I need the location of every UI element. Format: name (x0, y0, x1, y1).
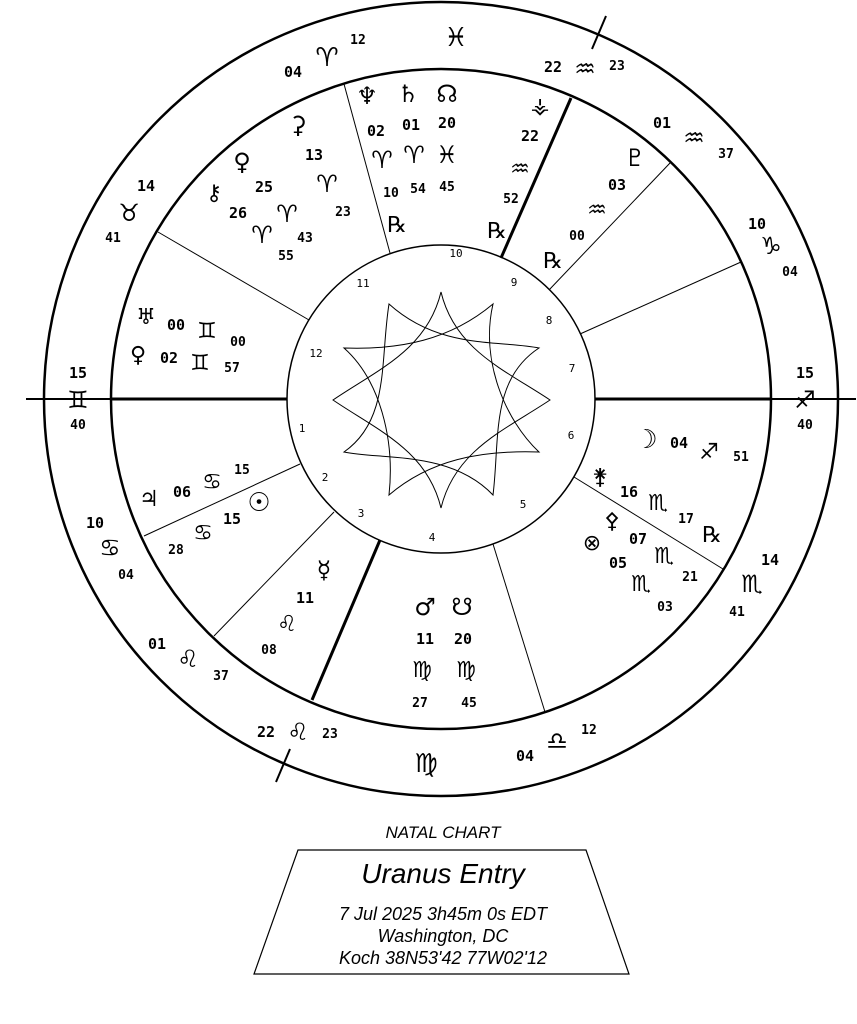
house-number-8: 8 (545, 314, 553, 327)
jupiter-sign-icon: ♋ (202, 470, 222, 495)
leo-icon: ♌ (287, 718, 309, 746)
aquarius-cusp-deg: 22 (543, 58, 563, 76)
fortune-deg: 05 (608, 554, 628, 572)
ceres-deg: 13 (304, 146, 324, 164)
house-number-3: 3 (357, 507, 365, 520)
vesta-deg: 22 (520, 127, 540, 145)
gemini-icon: ♊ (67, 386, 89, 414)
moon-sign-icon: ♐ (699, 440, 719, 465)
aquarius2-icon: ♒ (683, 124, 705, 152)
mars-min: 27 (412, 696, 428, 711)
juno-deg: 16 (619, 483, 639, 501)
cusp-line-4-5 (493, 544, 545, 712)
juno-min: 17 (678, 512, 694, 527)
mars-icon: ♂ (414, 593, 436, 621)
saturn-icon: ♄ (397, 80, 419, 108)
chiron-icon: ⚷ (205, 181, 223, 206)
mercury-min: 08 (261, 643, 277, 658)
sagittarius-cusp-min: 40 (797, 418, 813, 433)
node-icon: ☊ (436, 80, 458, 108)
south-node-min: 45 (461, 696, 477, 711)
house-number-6: 6 (567, 429, 575, 442)
outer-ring-labels (67, 23, 816, 779)
pluto-retrograde-icon: ℞ (543, 249, 563, 274)
ceres-min: 23 (335, 205, 351, 220)
moon-deg: 04 (669, 434, 689, 452)
chiron-min: 55 (278, 249, 294, 264)
chiron-sign-icon: ♈ (251, 221, 273, 249)
uranus-deg: 00 (166, 316, 186, 334)
libra-icon: ♎ (546, 727, 568, 755)
part-of-fortune-icon: ⊗ (582, 531, 602, 556)
cancer-icon: ♋ (99, 534, 121, 562)
venus-min: 43 (297, 231, 313, 246)
jupiter-icon: ♃ (139, 487, 159, 512)
leo2-icon: ♌ (177, 645, 199, 673)
fortune-min: 03 (657, 600, 673, 615)
fortune-sign-icon: ♏ (631, 572, 651, 597)
neptune-min: 10 (383, 186, 399, 201)
ceres-icon: ⚳ (289, 111, 307, 139)
neptune-deg: 02 (366, 122, 386, 140)
gemini-cusp-min: 40 (70, 418, 86, 433)
uranus-icon: ♅ (136, 305, 156, 330)
venus-deg: 25 (254, 178, 274, 196)
pallas-deg: 07 (628, 530, 648, 548)
aries-icon: ♈ (315, 43, 339, 73)
planet-labels (130, 80, 749, 711)
vesta-sign-icon: ♒ (510, 157, 530, 182)
cancer-cusp-min: 04 (118, 568, 134, 583)
mercury-deg: 11 (295, 589, 315, 607)
vesta-min: 52 (503, 192, 519, 207)
pluto-sign-icon: ♒ (587, 198, 607, 223)
cusp-line-7-8 (580, 262, 741, 334)
chart-house-system: Koch 38N53'42 77W02'12 (338, 948, 548, 968)
south-node-sign-icon: ♍ (456, 658, 476, 683)
venus2-deg: 02 (159, 349, 179, 367)
chiron-deg: 26 (228, 204, 248, 222)
node-sign-icon: ♓ (436, 141, 458, 169)
gemini-cusp-deg: 15 (68, 364, 88, 382)
cusp-line-11-12 (158, 232, 309, 320)
jupiter-min: 15 (234, 463, 250, 478)
libra-cusp-min: 12 (581, 723, 597, 738)
neptune-retrograde-icon: ℞ (387, 213, 407, 238)
mars-sign-icon: ♍ (412, 658, 432, 683)
juno-sign-icon: ♏ (648, 491, 668, 516)
venus2-icon: ♀ (129, 343, 147, 368)
scorpio-cusp-deg: 14 (760, 551, 780, 569)
house-number-10: 10 (449, 247, 463, 260)
house-number-11: 11 (356, 277, 370, 290)
taurus-cusp-deg: 14 (136, 177, 156, 195)
aquarius2-cusp-min: 37 (718, 147, 734, 162)
mercury-icon: ☿ (316, 556, 332, 584)
house-number-12: 12 (309, 347, 323, 360)
leo2-cusp-min: 37 (213, 669, 229, 684)
chart-date: 7 Jul 2025 3h45m 0s EDT (338, 904, 548, 924)
venus2-sign-icon: ♊ (190, 351, 210, 376)
neptune-sign-icon: ♈ (371, 146, 393, 174)
scorpio-icon: ♏ (741, 570, 763, 598)
vesta-icon: ⚶ (530, 94, 550, 119)
sun-icon: ☉ (247, 488, 271, 518)
scorpio-cusp-min: 41 (729, 605, 745, 620)
leo-cusp-min: 23 (322, 727, 338, 742)
house-number-5: 5 (519, 498, 527, 511)
aquarius2-cusp-deg: 01 (652, 114, 672, 132)
juno-retrograde-icon: ℞ (702, 523, 722, 548)
south-node-icon: ☋ (451, 593, 473, 621)
moon-min: 51 (733, 450, 749, 465)
juno-icon: ⚵ (591, 465, 609, 490)
house-number-1: 1 (298, 422, 306, 435)
pluto-deg: 03 (607, 176, 627, 194)
chart-caption: NATAL CHART (385, 823, 501, 842)
pallas-min: 21 (682, 570, 698, 585)
house-number-7: 7 (568, 362, 576, 375)
house-number-4: 4 (428, 531, 436, 544)
venus2-min: 57 (224, 361, 240, 376)
pluto-icon: ♇ (624, 144, 646, 172)
sun-min: 28 (168, 543, 184, 558)
capricorn-cusp-deg: 10 (747, 215, 767, 233)
chart-place: Washington, DC (377, 926, 509, 946)
venus-sign-icon: ♈ (276, 200, 298, 228)
aquarius-cusp-min: 23 (609, 59, 625, 74)
leo-cusp-deg: 22 (256, 723, 276, 741)
neptune-icon: ♆ (356, 82, 378, 110)
aspect-pattern (333, 292, 550, 508)
house-number-2: 2 (321, 471, 329, 484)
pisces-icon: ♓ (444, 23, 468, 53)
cancer-cusp-deg: 10 (85, 514, 105, 532)
taurus-icon: ♉ (118, 199, 140, 227)
uranus-min: 00 (230, 335, 246, 350)
mercury-sign-icon: ♌ (277, 612, 297, 637)
libra-cusp-deg: 04 (515, 747, 535, 765)
sagittarius-icon: ♐ (794, 386, 816, 414)
saturn-sign-icon: ♈ (403, 141, 425, 169)
saturn-deg: 01 (401, 116, 421, 134)
south-node-deg: 20 (453, 630, 473, 648)
virgo-icon: ♍ (414, 749, 438, 779)
aquarius-icon: ♒ (574, 55, 596, 83)
capricorn-icon: ♑ (760, 232, 782, 260)
sun-deg: 15 (222, 510, 242, 528)
ceres-sign-icon: ♈ (316, 170, 338, 198)
venus-icon: ♀ (233, 148, 251, 176)
house-number-9: 9 (510, 276, 518, 289)
pallas-icon: ⚴ (603, 509, 621, 534)
uranus-sign-icon: ♊ (197, 319, 217, 344)
mars-deg: 11 (415, 630, 435, 648)
chart-title: Uranus Entry (361, 858, 525, 889)
taurus-cusp-min: 41 (105, 231, 121, 246)
leo2-cusp-deg: 01 (147, 635, 167, 653)
moon-icon: ☽ (634, 425, 658, 455)
node-deg: 20 (437, 114, 457, 132)
aries-cusp-deg: 04 (283, 63, 303, 81)
node-min: 45 (439, 180, 455, 195)
sagittarius-cusp-deg: 15 (795, 364, 815, 382)
sun-sign-icon: ♋ (193, 521, 213, 546)
node-retrograde-icon: ℞ (487, 219, 507, 244)
saturn-min: 54 (410, 182, 426, 197)
pluto-min: 00 (569, 229, 585, 244)
jupiter-deg: 06 (172, 483, 192, 501)
capricorn-cusp-min: 04 (782, 265, 798, 280)
pallas-sign-icon: ♏ (654, 544, 674, 569)
aries-cusp-min: 12 (350, 33, 366, 48)
